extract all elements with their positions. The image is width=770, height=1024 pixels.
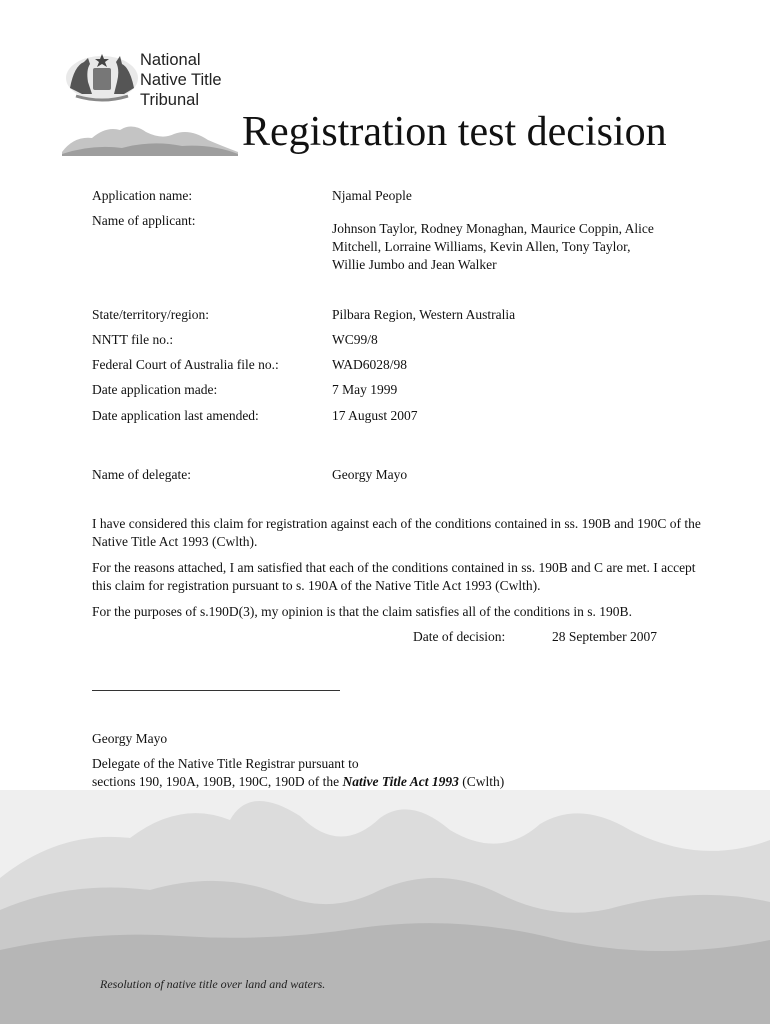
application-name-label: Application name: [92,188,193,203]
date-amended-value: 17 August 2007 [332,408,418,423]
org-line: National [140,51,201,69]
region-label: State/territory/region: [92,307,209,322]
applicant-value-line: Johnson Taylor, Rodney Monaghan, Maurice Coppin, Alice [332,221,654,236]
applicant-label: Name of applicant: [92,213,196,228]
decision-date-label: Date of decision: [413,629,506,644]
org-line: Native Title [140,71,222,89]
region-value: Pilbara Region, Western Australia [332,307,516,322]
signatory-role-line2 [92,773,504,791]
fca-file-value: WAD6028/98 [332,357,407,372]
signatory-name: Georgy Mayo [92,731,168,746]
footer-tagline: Resolution of native title over land and waters. [100,977,326,991]
decision-paragraph: For the reasons attached, I am satisfied that each of the conditions contained in ss. 190B and C are met. I accept this claim for registration pursuant to s. 190A of the Native Title Act 1993 (Cwlth). [92,560,696,593]
decision-paragraph: I have considered this claim for registration against each of the conditions contained in ss. 190B and 190C of the Native Title Act 1993 (Cwlth). [92,516,701,549]
date-amended-label: Date application last amended: [92,408,259,423]
date-made-label: Date application made: [92,382,218,397]
hills-logo-icon [62,118,242,156]
org-line: Tribunal [140,91,199,109]
signatory-role: Delegate of the Native Title Registrar pursuant to [92,756,359,771]
nntt-logo [62,48,242,156]
applicant-value-line: Willie Jumbo and Jean Walker [332,257,497,272]
signature-line [92,690,340,691]
decision-date-value: 28 September 2007 [552,629,657,644]
coat-of-arms-icon [62,48,142,104]
nntt-file-label: NNTT file no.: [92,332,174,347]
role-prefix: sections 190, 190A, 190B, 190C, 190D of the [92,774,343,789]
role-suffix: (Cwlth) [458,774,505,789]
delegate-label: Name of delegate: [92,467,191,482]
document-title: Registration test decision [242,109,667,155]
fca-file-label: Federal Court of Australia file no.: [92,357,279,372]
delegate-value: Georgy Mayo [332,467,408,482]
nntt-file-value: WC99/8 [332,332,378,347]
decision-paragraph: For the purposes of s.190D(3), my opinion is that the claim satisfies all of the conditions in s. 190B. [92,604,632,619]
application-name-value: Njamal People [332,188,412,203]
date-made-value: 7 May 1999 [332,382,398,397]
org-name [140,50,222,110]
applicant-value-line: Mitchell, Lorraine Williams, Kevin Allen, Tony Taylor, [332,239,631,254]
act-name: Native Title Act 1993 [342,774,459,789]
